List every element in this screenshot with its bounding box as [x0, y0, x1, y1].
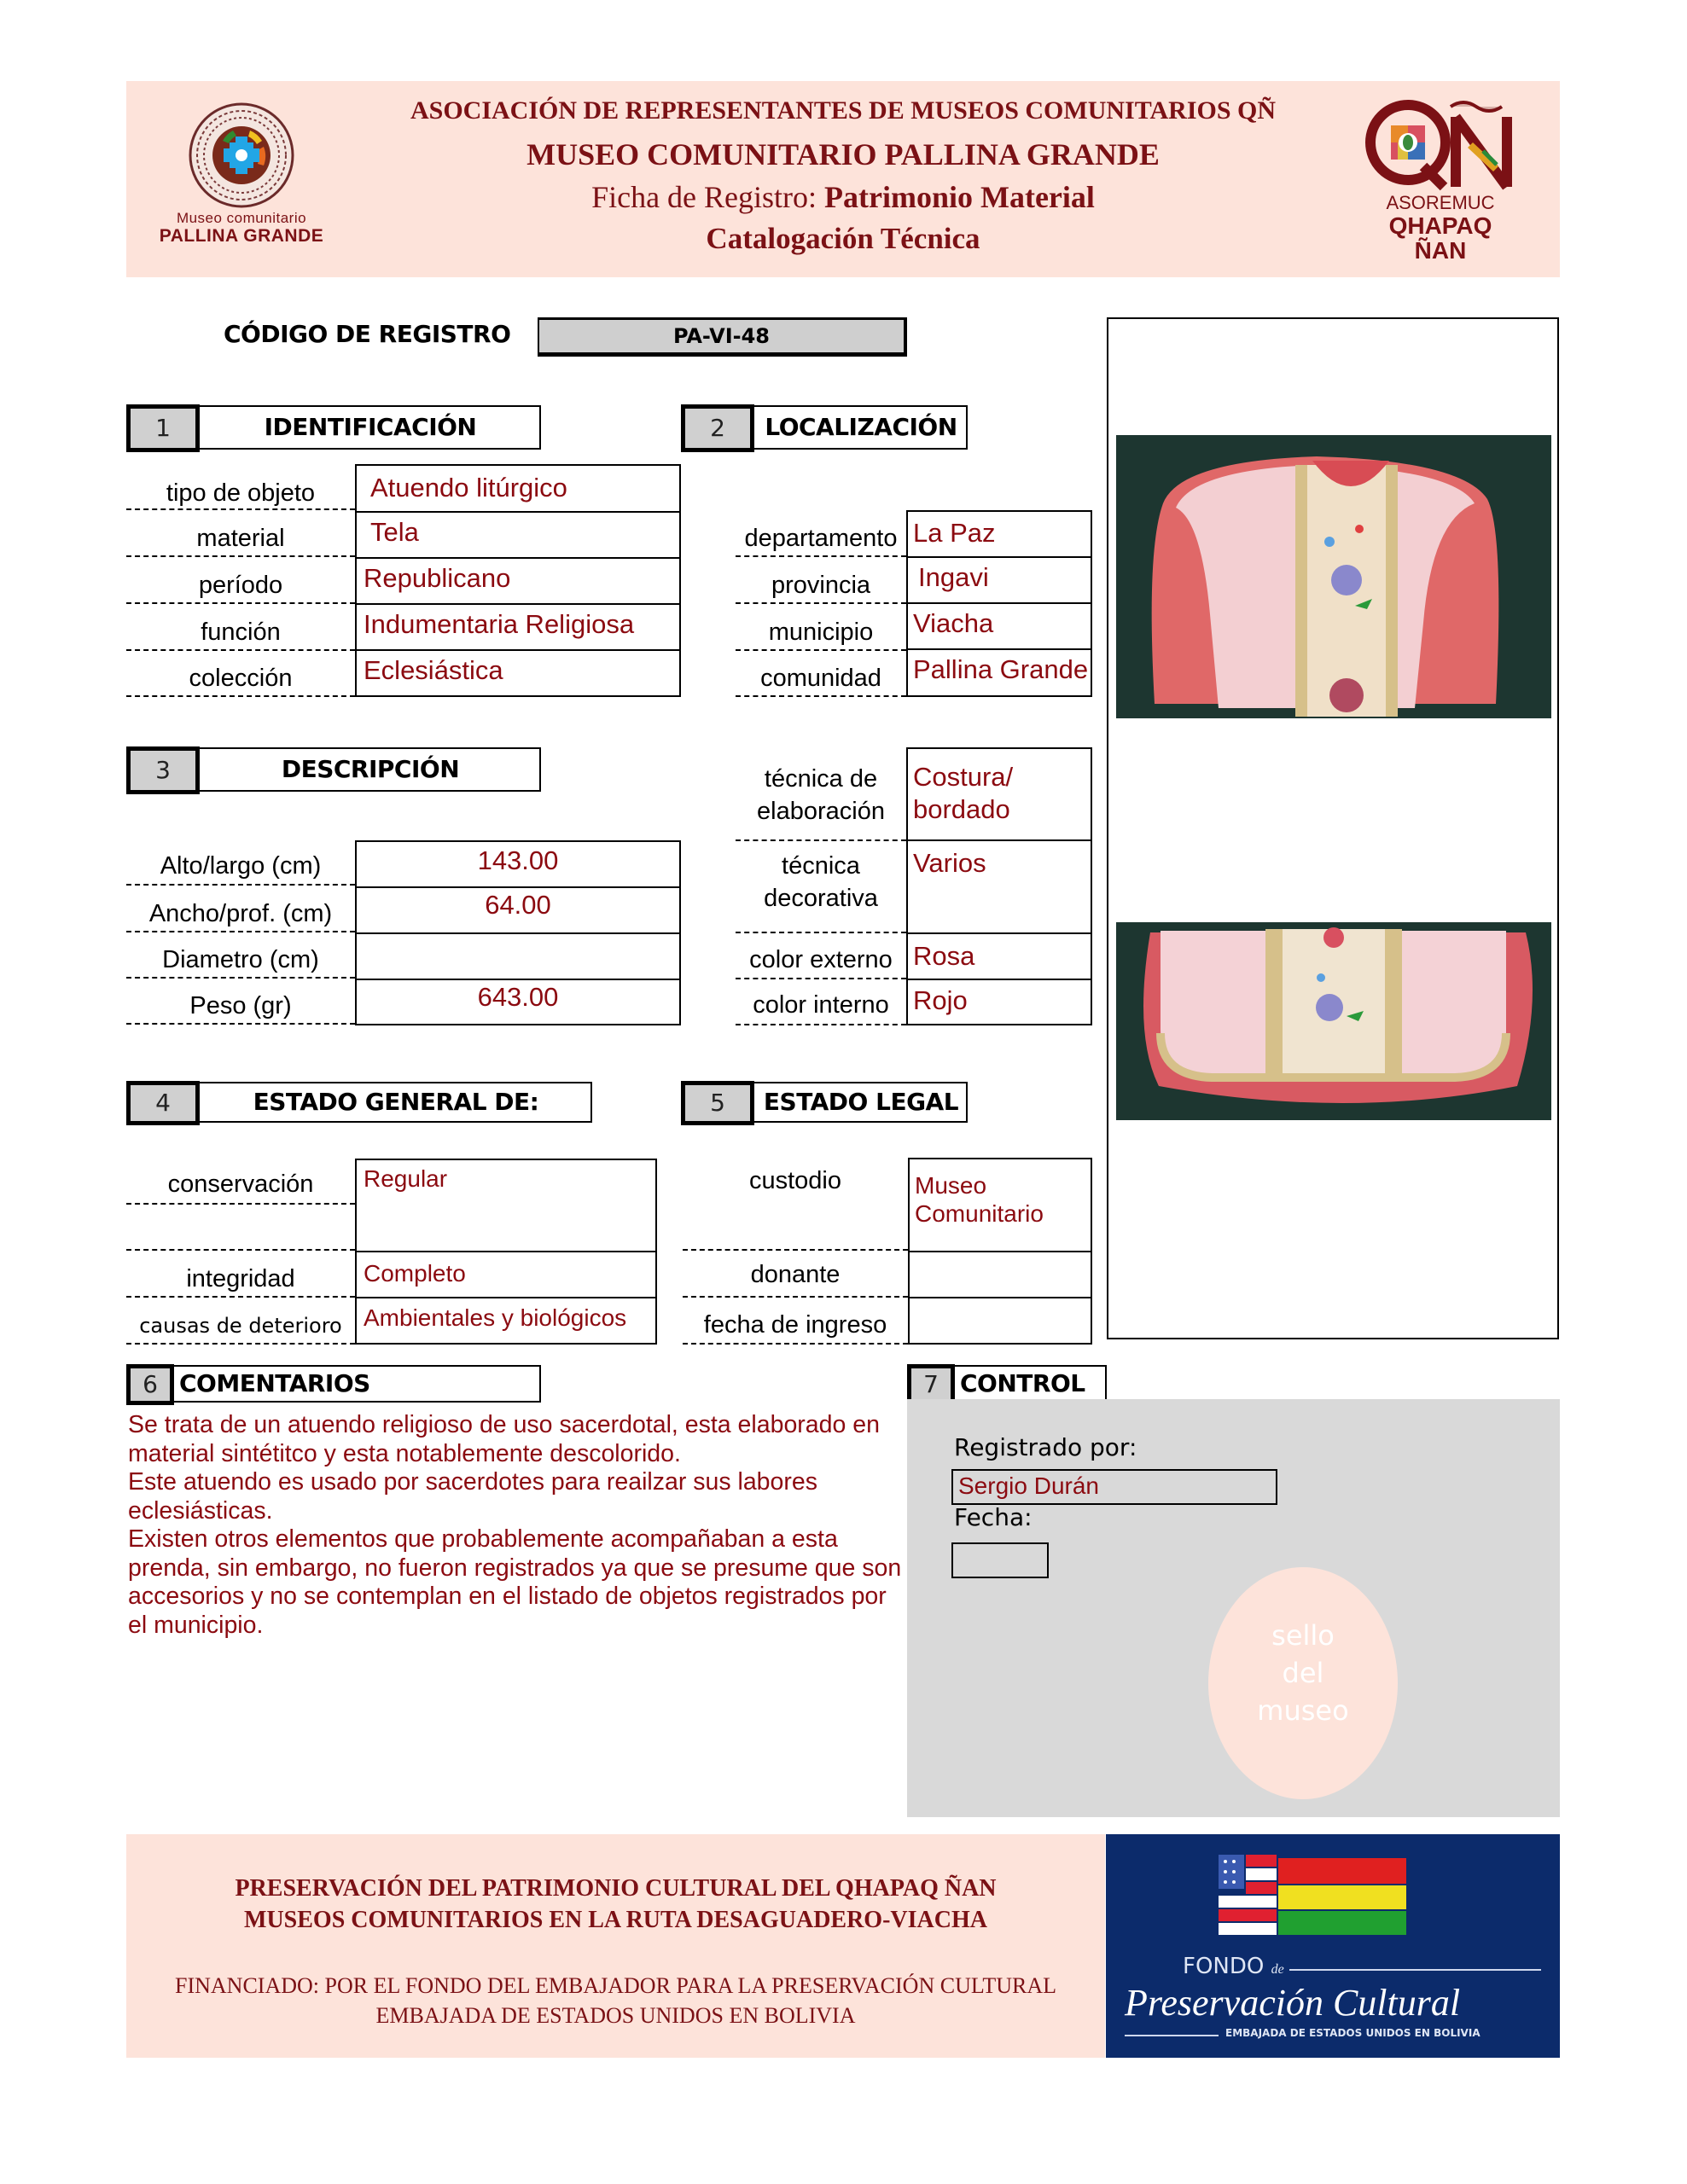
field-departamento[interactable]: La Paz: [906, 510, 1092, 558]
section-estado-general-header: [126, 1082, 592, 1123]
field-label-tecnica-decorativa: técnica decorativa: [736, 843, 906, 933]
stamp-line: sello: [1271, 1619, 1335, 1652]
section-title: ESTADO GENERAL DE:: [253, 1088, 539, 1116]
field-periodo[interactable]: Republicano: [355, 557, 681, 605]
section-control-header: [907, 1365, 1107, 1403]
fondo-embassy-label: EMBAJADA DE ESTADOS UNIDOS EN BOLIVIA: [1225, 2027, 1480, 2039]
section-title: LOCALIZACIÓN: [765, 413, 957, 441]
field-label-periodo: período: [126, 559, 355, 604]
section-number: 7: [907, 1364, 955, 1405]
fondo-label: [1183, 1954, 1284, 1979]
field-conservacion-value: Regular: [364, 1165, 448, 1192]
object-photo-front: [1116, 435, 1551, 718]
section-identificacion-header: [126, 405, 541, 450]
field-comunidad[interactable]: Pallina Grande: [906, 648, 1092, 697]
header-banner: [126, 81, 1560, 277]
field-fecha-ingreso[interactable]: [908, 1297, 1092, 1345]
section-number: 2: [681, 404, 754, 452]
asoremuc-logo: [1355, 98, 1526, 269]
field-provincia[interactable]: Ingavi: [906, 556, 1092, 604]
field-color-interno[interactable]: Rojo: [906, 979, 1092, 1025]
fondo-divider-2: [1125, 2035, 1219, 2036]
chasuble-back-image: [1116, 922, 1551, 1120]
section-title: DESCRIPCIÓN: [281, 755, 460, 783]
comment-paragraph: Se trata de un atuendo religioso de uso sacerdotal, esta elaborado en material sintétitco y esta notablemente descolorido.: [128, 1411, 880, 1467]
field-label-funcion: función: [126, 606, 355, 651]
field-label-color-interno: color interno: [736, 981, 906, 1025]
section-number: 6: [126, 1364, 174, 1405]
field-color-externo[interactable]: Rosa: [906, 932, 1092, 980]
field-tipo-objeto[interactable]: Atuendo litúrgico: [355, 464, 681, 513]
field-diametro[interactable]: [355, 932, 681, 980]
field-label-causas-deterioro: causas de deterioro: [126, 1299, 355, 1345]
logo-title: PALLINA GRANDE: [159, 226, 324, 246]
field-label-coleccion: colección: [126, 652, 355, 697]
fondo-de-word: de: [1271, 1962, 1284, 1977]
preservacion-cultural-title: Preservación Cultural: [1125, 1982, 1461, 2024]
field-peso[interactable]: 643.00: [355, 979, 681, 1025]
conservacion-spacer-line: [126, 1206, 355, 1251]
form-title-type: Patrimonio Material: [824, 180, 1095, 214]
asoremuc-label: ASOREMUC: [1386, 192, 1495, 213]
field-label-municipio: municipio: [736, 606, 906, 651]
qhapaq-label: QHAPAQ: [1388, 212, 1492, 239]
stamp-line: del: [1282, 1657, 1324, 1689]
control-panel: [907, 1399, 1560, 1817]
stamp-line: museo: [1257, 1694, 1349, 1727]
comment-paragraph: Existen otros elementos que probablemente acompañaban a esta prenda, sin embargo, no fueron registrados ya que se presume que son accesorios y no se contemplan en el listado de objetos registrados por el municipio.: [128, 1525, 902, 1639]
footer-banner: [126, 1834, 1105, 2058]
registro-label: CÓDIGO DE REGISTRO: [224, 320, 511, 348]
field-causas-deterioro[interactable]: Ambientales y biológicos: [355, 1297, 657, 1345]
section-comentarios-header: [126, 1365, 541, 1403]
registrado-por-label: Registrado por:: [954, 1433, 1137, 1461]
field-label-integridad: integridad: [126, 1252, 355, 1298]
field-label-fecha-ingreso: fecha de ingreso: [683, 1299, 908, 1345]
field-label-color-externo: color externo: [736, 935, 906, 979]
section-title: ESTADO LEGAL: [763, 1088, 959, 1116]
footer-line-1: PRESERVACIÓN DEL PATRIMONIO CULTURAL DEL QHAPAQ ÑAN: [235, 1875, 997, 1902]
museum-title: MUSEO COMUNITARIO PALLINA GRANDE: [526, 137, 1160, 171]
footer-line-4: EMBAJADA DE ESTADOS UNIDOS EN BOLIVIA: [375, 2003, 856, 2028]
field-label-departamento: departamento: [736, 512, 906, 557]
field-coleccion[interactable]: Eclesiástica: [355, 649, 681, 697]
field-label-diametro: Diametro (cm): [126, 933, 355, 979]
fondo-word: FONDO: [1183, 1954, 1265, 1979]
section-descripcion-header: [126, 747, 541, 792]
field-label-alto: Alto/largo (cm): [126, 839, 355, 886]
field-tecnica-decorativa[interactable]: Varios: [906, 839, 1092, 934]
form-title-prefix: Ficha de Registro:: [591, 180, 825, 214]
field-label-custodio: custodio: [683, 1159, 908, 1251]
field-ancho[interactable]: 64.00: [355, 886, 681, 934]
museum-stamp-area: [1208, 1567, 1398, 1799]
section-estado-legal-header: [681, 1082, 968, 1123]
object-photo-back: [1116, 922, 1551, 1120]
fondo-preservacion-logo: [1106, 1834, 1560, 2058]
field-alto[interactable]: 143.00: [355, 840, 681, 888]
stamp-text: [1208, 1567, 1398, 1729]
section-title: IDENTIFICACIÓN: [264, 413, 477, 441]
section-number: 3: [126, 746, 200, 794]
field-label-ancho: Ancho/prof. (cm): [126, 887, 355, 932]
section-number: 4: [126, 1081, 200, 1125]
photo-panel: [1107, 317, 1559, 1339]
fecha-field[interactable]: [951, 1542, 1049, 1578]
field-conservacion[interactable]: [355, 1159, 657, 1252]
footer-line-3: FINANCIADO: POR EL FONDO DEL EMBAJADOR PARA LA PRESERVACIÓN CULTURAL: [175, 1973, 1056, 1998]
field-custodio[interactable]: Museo Comunitario: [908, 1158, 1092, 1252]
field-label-provincia: provincia: [736, 559, 906, 604]
field-integridad[interactable]: Completo: [355, 1251, 657, 1298]
section-localizacion-header: [681, 405, 968, 450]
comments-text[interactable]: [128, 1411, 905, 1640]
field-label-conservacion: conservación: [126, 1157, 355, 1205]
logo-subtitle: Museo comunitario: [176, 210, 307, 226]
field-funcion[interactable]: Indumentaria Religiosa: [355, 603, 681, 651]
chasuble-front-image: [1116, 435, 1551, 718]
association-title: ASOCIACIÓN DE REPRESENTANTES DE MUSEOS COMUNITARIOS QÑ: [410, 96, 1277, 125]
field-label-comunidad: comunidad: [736, 652, 906, 697]
form-title: [126, 179, 1560, 215]
us-bolivia-flag-icon: [1217, 1850, 1422, 1943]
section-number: 5: [681, 1081, 754, 1125]
section-title: COMENTARIOS: [179, 1369, 370, 1397]
fecha-label: Fecha:: [954, 1503, 1033, 1531]
field-label-tecnica-elaboracion: técnica de elaboración: [736, 751, 906, 841]
form-subtitle: Catalogación Técnica: [706, 222, 980, 255]
registro-code-field[interactable]: PA-VI-48: [538, 317, 907, 357]
comment-paragraph: Este atuendo es usado por sacerdotes para reailzar sus labores eclesiásticas.: [128, 1468, 817, 1525]
field-municipio[interactable]: Viacha: [906, 602, 1092, 650]
section-title: CONTROL: [960, 1369, 1085, 1397]
field-label-tipo-objeto: tipo de objeto: [126, 468, 355, 510]
field-tecnica-elaboracion[interactable]: Costura/ bordado: [906, 747, 1092, 841]
footer-line-2: MUSEOS COMUNITARIOS EN LA RUTA DESAGUADERO-VIACHA: [244, 1907, 987, 1933]
registrado-por-field[interactable]: Sergio Durán: [951, 1469, 1277, 1505]
field-donante[interactable]: [908, 1251, 1092, 1298]
field-label-donante: donante: [683, 1252, 908, 1298]
field-label-material: material: [126, 512, 355, 557]
field-material[interactable]: Tela: [355, 511, 681, 559]
field-label-peso: Peso (gr): [126, 979, 355, 1025]
qhapaq-nan-emblem-icon: [1355, 98, 1526, 192]
nan-label: ÑAN: [1414, 237, 1467, 264]
fondo-divider-1: [1289, 1969, 1541, 1971]
section-number: 1: [126, 404, 200, 452]
